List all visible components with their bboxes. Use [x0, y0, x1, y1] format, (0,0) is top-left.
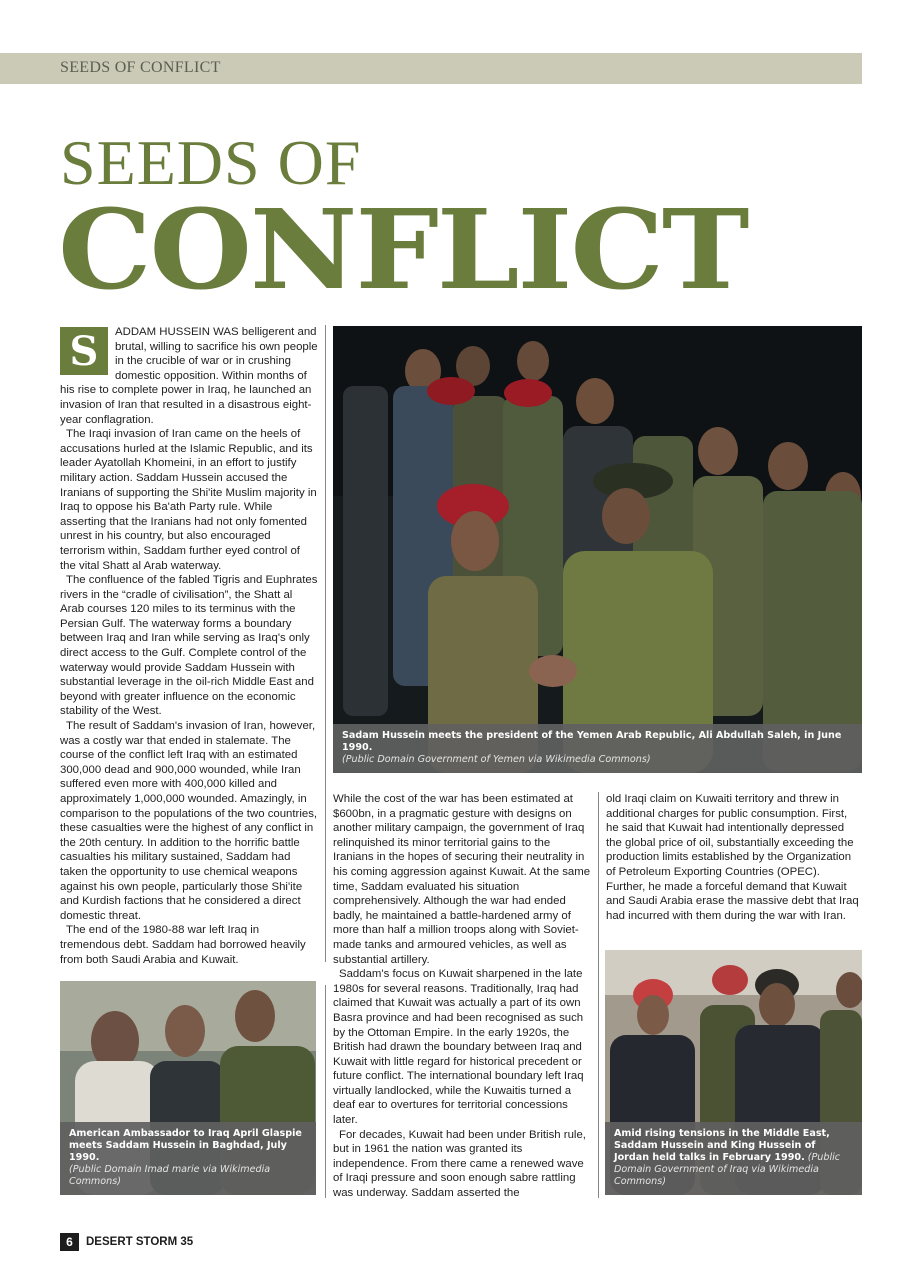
- body-paragraph: old Iraqi claim on Kuwaiti territory and threw in additional charges for public consumption. First, he said that Kuwait had intentionally depressed the global price of oil, substantially exceeding the production limits established by the Organization of Petroleum Exporting Countries (OPEC). Further, he made a forceful demand that Kuwait and Saudi Arabia erase the massive debt that Iraq had incurred with them during the war with Iran.: [606, 793, 859, 922]
- section-header-bar: [0, 53, 862, 84]
- article-column-2: [333, 792, 591, 1201]
- article-column-1: [60, 325, 318, 967]
- body-paragraph: Saddam's focus on Kuwait sharpened in the late 1980s for several reasons. Traditionally, Iraq had claimed that Kuwait was actually a part of its own Basra province and had been recognised as such by the Ottoman Empire. In the early 1920s, the British had drawn the boundary between Iraq and Kuwait with little regard for historical precedent or future conflict. The international boundary left Iraq virtually landlocked, while the Kuwaitis turned a deaf ear to overtures for territorial concessions later.: [333, 968, 584, 1127]
- main-photo-figure: [333, 326, 862, 773]
- photo-credit: (Public Domain Government of Iraq via Wikimedia Commons): [614, 1152, 841, 1187]
- jordan-photo-figure: [605, 950, 862, 1195]
- caption-text: Amid rising tensions in the Middle East, Saddam Hussein and King Hussein of Jordan held talks in February 1990.: [614, 1128, 830, 1163]
- photo-credit: (Public Domain Government of Yemen via Wikimedia Commons): [342, 754, 651, 765]
- body-paragraph: The end of the 1980-88 war left Iraq in tremendous debt. Saddam had borrowed heavily from both Saudi Arabia and Kuwait.: [60, 924, 306, 966]
- body-paragraph: While the cost of the war has been estimated at $600bn, in a pragmatic gesture with designs on another military campaign, the government of Iraq relinquished its minor territorial gains to the Iranians in the hopes of securing their neutrality in his coming aggression against Kuwait. At the same time, Saddam evaluated his situation comprehensively. Although the war had ended badly, he maintained a battle-hardened army of more than half a million troops along with Soviet-made tanks and armoured vehicles, as well as substantial artillery.: [333, 793, 591, 966]
- section-label: SEEDS OF CONFLICT: [60, 59, 221, 76]
- article-column-3: [606, 792, 862, 923]
- title-line-2: CONFLICT: [58, 185, 748, 314]
- caption-text: Sadam Hussein meets the president of the Yemen Arab Republic, Ali Abdullah Saleh, in June 1990.: [342, 730, 842, 753]
- body-paragraph: For decades, Kuwait had been under British rule, but in 1961 the nation was granted its independence. From there came a renewed wave of Iraqi pressure and soon enough sabre rattling was underway. Saddam asserted the: [333, 1128, 586, 1200]
- paragraph-text: ADDAM HUSSEIN WAS belligerent and brutal, willing to sacrifice his own people in the crucible of war or in crushing domestic opposition. Within months of his rise to complete power in Iraq, he launched an invasion of Iran that resulted in a disastrous eight-year conflagration.: [60, 326, 318, 426]
- body-paragraph: The Iraqi invasion of Iran came on the heels of accusations hurled at the Islamic Republic, and its leader Ayatollah Khomeini, in an effort to justify military action. Saddam Hussein accused the Iranians of supporting the Shi'ite Muslim majority in Iraq to oppose his Ba'ath Party rule. While asserting that the Iranians had not only fomented unrest in his country, but also encouraged terrorism within, Saddam further eyed control of the vital Shatt al Arab waterway.: [60, 428, 317, 572]
- publication-title: DESERT STORM 35: [86, 1236, 194, 1248]
- body-paragraph: The result of Saddam's invasion of Iran, however, was a costly war that ended in stalemate. The course of the conflict left Iraq with an estimated 300,000 dead and 900,000 wounded, while Iran suffered even more with 400,000 killed and approximately 1,000,000 wounded. Amazingly, in comparison to the populations of the two countries, these casualties were the highest of any conflict in the 20th century. In addition to the horrific battle casualties his military sustained, Saddam had taken the opportunity to use chemical weapons against his own people, particularly those Shi'ite and Kurdish factions that he considered a direct domestic threat.: [60, 720, 318, 922]
- drop-cap: S: [60, 327, 108, 375]
- intro-paragraph: [60, 325, 318, 427]
- photo-caption: [333, 724, 862, 773]
- glaspie-photo-figure: [60, 981, 316, 1195]
- caption-text: American Ambassador to Iraq April Glaspie meets Saddam Hussein in Baghdad, July 1990.: [69, 1128, 302, 1163]
- body-paragraph: The confluence of the fabled Tigris and Euphrates rivers in the “cradle of civilisation”, the Shatt al Arab courses 120 miles to its terminus with the Persian Gulf. The waterway forms a boundary between Iraq and Iran while serving as Iraq's only direct access to the Gulf. Complete control of the waterway would provide Saddam Hussein with substantial leverage in the oil-rich Middle East and beyond with greater influence on the economic stability of the West.: [60, 574, 318, 718]
- page-number: 6: [60, 1233, 79, 1251]
- column-divider: [598, 792, 599, 1198]
- photo-credit: (Public Domain Imad marie via Wikimedia Commons): [69, 1164, 271, 1187]
- column-divider: [325, 985, 326, 1198]
- photo-meeting-yemen: [333, 326, 862, 773]
- page-footer: [60, 1233, 193, 1251]
- column-divider: [325, 325, 326, 962]
- title-line-1: SEEDS OF: [60, 127, 362, 198]
- photo-caption: [60, 1122, 316, 1195]
- photo-caption: [605, 1122, 862, 1195]
